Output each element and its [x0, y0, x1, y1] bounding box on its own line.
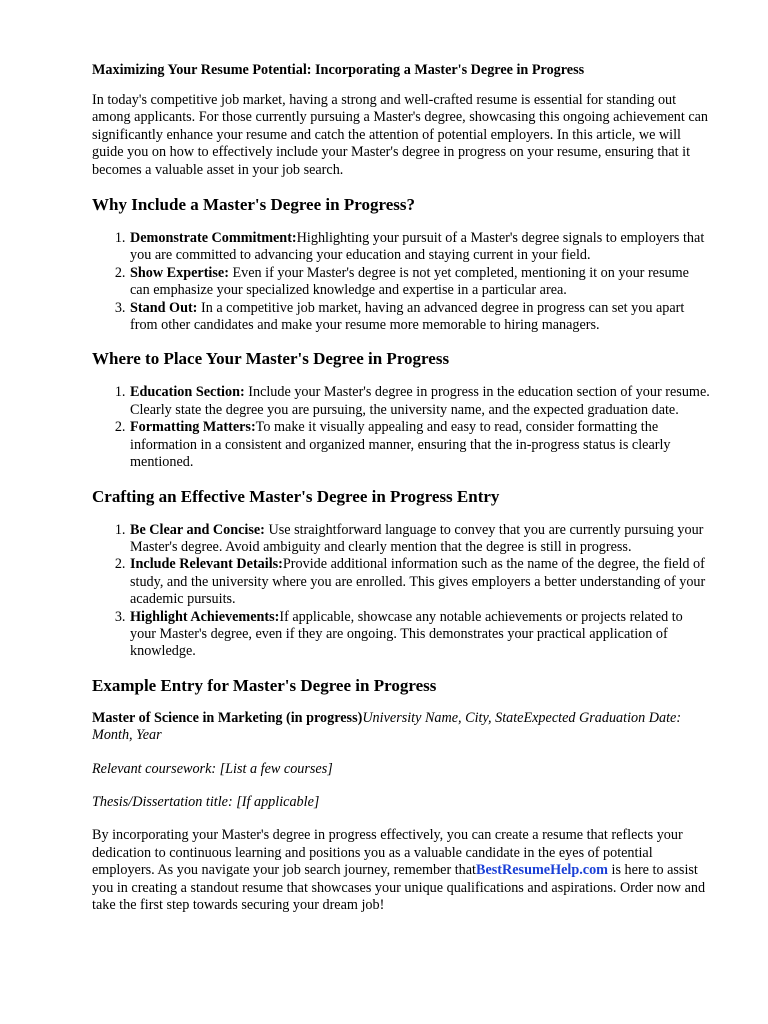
- site-link[interactable]: BestResumeHelp.com: [476, 862, 608, 879]
- section-heading-where: Where to Place Your Master's Degree in Progress: [92, 349, 450, 369]
- item-text: Include your Master's degree in progress in the education section of your resume. Clearly state the degree you are pursuing, the university name, and the expected graduation date.: [130, 384, 710, 418]
- section-heading-example: Example Entry for Master's Degree in Progress: [92, 675, 437, 695]
- list-crafting: [92, 522, 712, 661]
- item-term: Formatting Matters:: [130, 419, 256, 436]
- list-item: [129, 384, 712, 419]
- list-where: [92, 384, 712, 471]
- item-term: Be Clear and Concise:: [130, 521, 265, 538]
- closing-text-before: By incorporating your Master's degree in progress effectively, you can create a resume that reflects your dedication to continuous learning and positions you as a valuable candidate in the eyes of potential employers. As you navigate your job search journey, remember that: [92, 827, 683, 879]
- item-text: Use straightforward language to convey that you are currently pursuing your Master's degree. Avoid ambiguity and clearly mention that the degree is still in progress.: [130, 521, 704, 555]
- item-term: Demonstrate Commitment:: [130, 230, 297, 247]
- coursework-line: Relevant coursework: [List a few courses]: [92, 760, 333, 777]
- list-item: [129, 556, 712, 608]
- document-title: Maximizing Your Resume Potential: Incorporating a Master's Degree in Progress: [92, 62, 585, 78]
- list-item: [129, 230, 712, 265]
- closing-paragraph: [92, 827, 712, 914]
- list-item: [129, 522, 712, 557]
- item-term: Education Section:: [130, 384, 245, 401]
- list-item: [129, 300, 712, 335]
- section-heading-why: Why Include a Master's Degree in Progress?: [92, 195, 415, 215]
- entry-detail: University Name, City, StateExpected Graduation Date: Month, Year: [92, 709, 682, 744]
- list-why: [92, 230, 712, 334]
- item-text: To make it visually appealing and easy to read, consider formatting the information in a consistent and organized manner, ensuring that the in-progress status is clearly mentioned.: [130, 419, 671, 471]
- item-text: Provide additional information such as the name of the degree, the field of study, and the university where you are enrolled. This gives employers a better understanding of your academic pursuits.: [130, 556, 706, 608]
- item-text: Highlighting your pursuit of a Master's degree signals to employers that you are committed to advancing your education and staying current in your field.: [130, 230, 705, 264]
- intro-paragraph: In today's competitive job market, having a strong and well-crafted resume is essential for standing out among applicants. For those currently pursuing a Master's degree, showcasing this ongoing achievement can significantly enhance your resume and catch the attention of potential employers. In this article, we will guide you on how to effectively include your Master's degree in progress on your resume, ensuring that it becomes a valuable asset in your job search.: [92, 92, 709, 178]
- item-text: In a competitive job market, having an advanced degree in progress can set you apart from other candidates and make your resume more memorable to hiring managers.: [130, 299, 685, 334]
- item-term: Show Expertise:: [130, 264, 229, 281]
- item-text: Even if your Master's degree is not yet completed, mentioning it on your resume can emphasize your specialized knowledge and expertise in a particular area.: [130, 264, 689, 299]
- thesis-line: Thesis/Dissertation title: [If applicable]: [92, 793, 320, 810]
- entry-title: Master of Science in Marketing (in progress): [92, 709, 363, 726]
- closing-text-after: is here to assist you in creating a standout resume that showcases your unique qualifications and aspirations. Order now and take the first step towards securing your dream job!: [92, 862, 706, 913]
- list-item: [129, 265, 712, 300]
- item-term: Highlight Achievements:: [130, 608, 280, 625]
- list-item: [129, 419, 712, 471]
- list-item: [129, 609, 712, 661]
- item-term: Include Relevant Details:: [130, 556, 283, 573]
- item-text: If applicable, showcase any notable achievements or projects related to your Master's degree, even if they are ongoing. This demonstrates your practical application of knowledge.: [130, 608, 683, 660]
- example-entry: [92, 710, 712, 745]
- item-term: Stand Out:: [130, 299, 198, 316]
- section-heading-crafting: Crafting an Effective Master's Degree in Progress Entry: [92, 486, 500, 506]
